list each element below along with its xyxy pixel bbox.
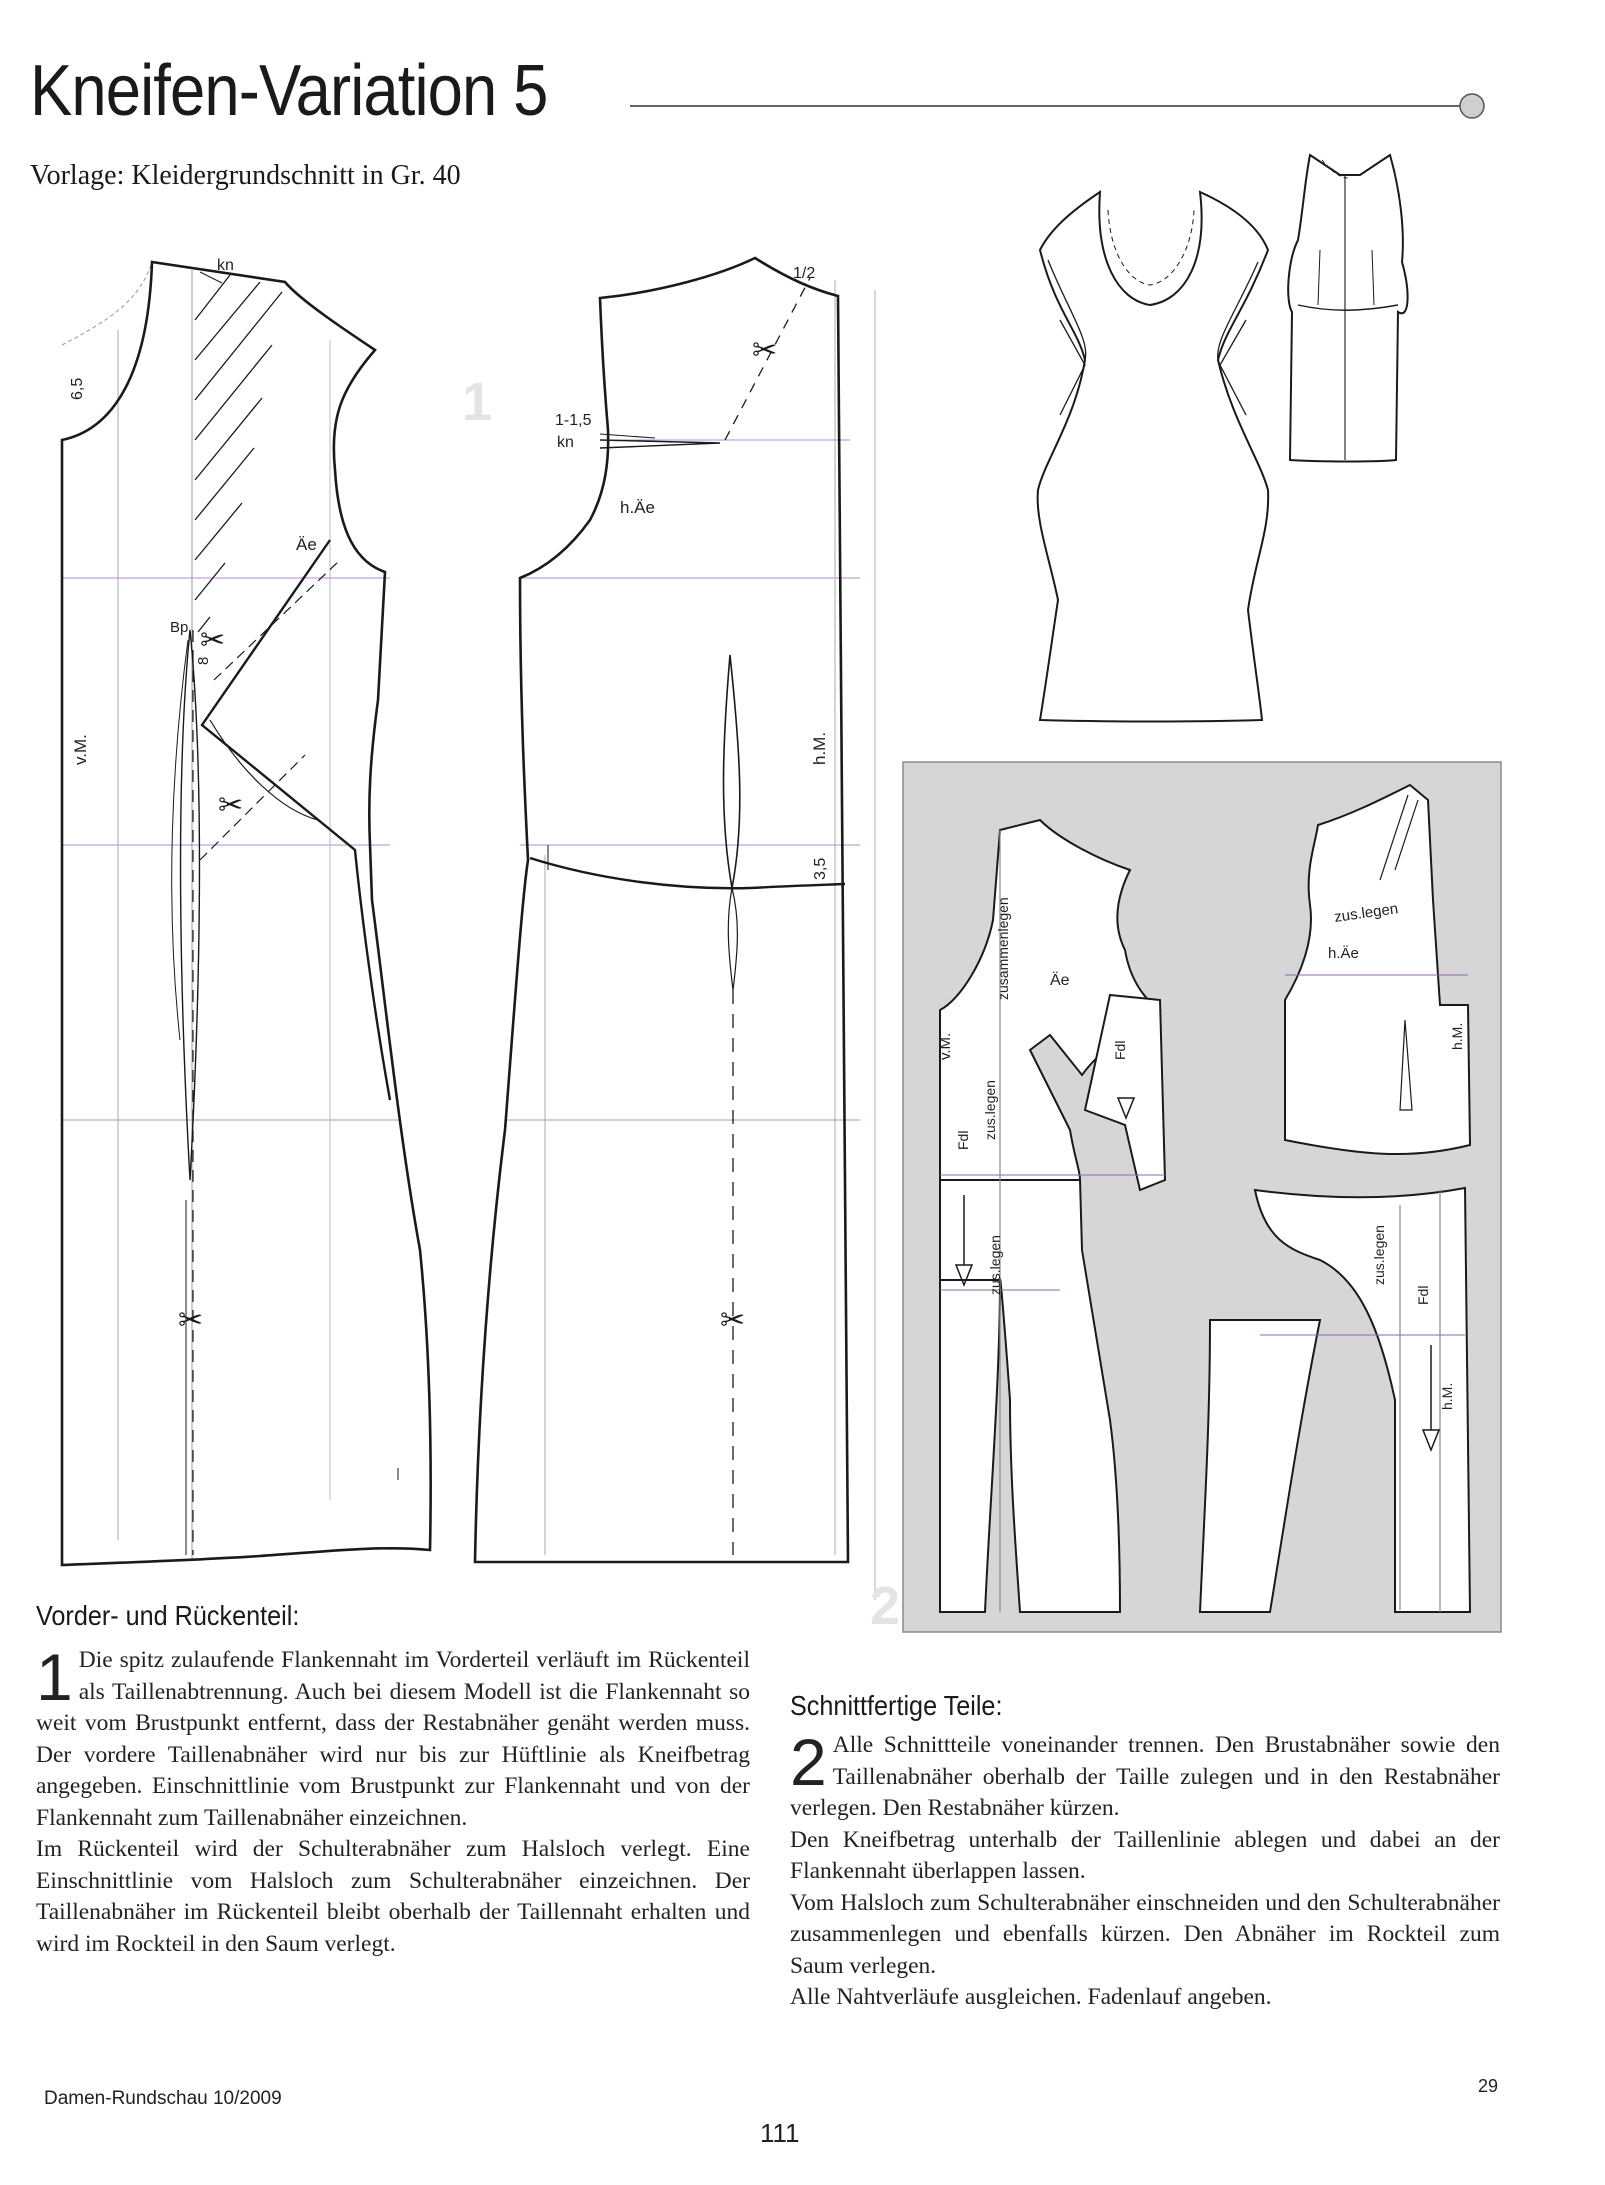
label-fdl-2: Fdl xyxy=(955,1130,971,1150)
label-hm-back: h.M. xyxy=(810,731,829,765)
section-2-paragraph-1: Alle Schnittteile voneinander trennen. Den Brustabnäher sowie den Taillenabnäher oberhalb der Taille zulegen und in den Restabnäher verlegen. Den Restabnäher kürzen. xyxy=(790,1732,1500,1821)
label-ae-panel: Äe xyxy=(1050,972,1070,989)
scissors-icon: ✂ xyxy=(178,1303,204,1338)
label-hae-panel: h.Äe xyxy=(1328,945,1359,962)
label-kn-back: kn xyxy=(557,434,574,451)
section-2-number: 2 xyxy=(790,1725,827,1799)
section-2-heading: Schnittfertige Teile: xyxy=(790,1690,1003,1721)
label-ae-front: Äe xyxy=(296,535,317,554)
scissors-icon: ✂ xyxy=(720,1303,746,1338)
scissors-icon: ✂ xyxy=(752,333,778,368)
label-fdl-1: Fdl xyxy=(1112,1040,1128,1060)
section-2-paragraph-3: Vom Halsloch zum Schulterabnäher einschneiden und den Schulterabnäher zusammenlegen und ebenfalls kürzen. Den Abnäher im Rockteil zum Saum verlegen. xyxy=(790,1889,1500,1979)
page-title: Kneifen-Variation 5 xyxy=(30,51,548,131)
figure-2-number: 2 xyxy=(870,1576,901,1636)
label-vm-panel: v.M. xyxy=(937,1032,954,1060)
front-pattern-piece xyxy=(62,262,431,1565)
label-kn-front: kn xyxy=(217,257,234,274)
label-zus-legen-2: zus.legen xyxy=(1371,1225,1387,1285)
figure-2-panel xyxy=(870,762,1501,1636)
label-six-five: 6,5 xyxy=(69,377,86,400)
page-number-small: 29 xyxy=(1478,2076,1499,2096)
section-1-paragraph-2: Im Rückenteil wird der Schulterabnäher zum Halsloch verlegt. Eine Einschnittlinie vom Halsloch zum Schulterabnäher einzeichnen. Der Taillenabnäher im Rückenteil bleibt oberhalb der Taillennaht erhalten und wird im Rockteil in den Saum verlegt. xyxy=(36,1836,750,1957)
dress-sketch-back xyxy=(1288,155,1407,462)
magazine-name: Damen-Rundschau 10/2009 xyxy=(44,2088,282,2109)
label-three-five: 3,5 xyxy=(812,857,829,880)
scissors-icon: ✂ xyxy=(218,788,244,823)
section-1-text xyxy=(36,1640,750,1960)
page-number: 111 xyxy=(760,2118,800,2148)
section-2-paragraph-2: Den Kneifbetrag unterhalb der Taillenlinie ablegen und dabei an der Flankennaht überlappen lassen. xyxy=(790,1826,1500,1884)
label-half: 1/2 xyxy=(793,265,816,282)
page-subtitle: Vorlage: Kleidergrundschnitt in Gr. 40 xyxy=(30,160,461,191)
figure-1-number: 1 xyxy=(462,372,493,432)
dress-sketch-front xyxy=(1038,192,1269,722)
label-hm-top: h.M. xyxy=(1449,1022,1465,1050)
label-bp: Bp xyxy=(170,619,189,636)
label-hm-bottom: h.M. xyxy=(1439,1382,1455,1410)
section-1-heading: Vorder- und Rückenteil: xyxy=(36,1600,300,1631)
label-zus-legen-3: zus.legen xyxy=(987,1235,1003,1295)
label-zusammenlegen: zusammenlegen xyxy=(995,897,1011,1000)
label-fdl-3: Fdl xyxy=(1415,1285,1431,1305)
label-zus-legen-back: zus.legen xyxy=(1333,900,1400,926)
label-eight: 8 xyxy=(195,656,212,665)
title-rule-ball xyxy=(1460,94,1484,118)
section-2-text xyxy=(790,1725,1500,2014)
section-1-paragraph-1: Die spitz zulaufende Flankennaht im Vorderteil verläuft im Rückenteil als Taillenabtrennung. Auch bei diesem Modell ist die Flankennaht so weit vom Brustpunkt entfernt, dass der Restabnäher genäht werden muss. Der vordere Taillenabnäher wird nur bis zur Hüftlinie als Kneifbetrag angegeben. Einschnittlinie vom Brustpunkt zur Flankennaht und von der Flankennaht zum Taillenabnäher einzeichnen. xyxy=(36,1647,750,1831)
label-hae-back: h.Äe xyxy=(620,498,655,517)
section-1-number: 1 xyxy=(36,1640,73,1714)
scissors-icon: ✂ xyxy=(200,623,226,658)
label-zus-legen-1: zus.legen xyxy=(982,1080,998,1140)
back-pattern-piece xyxy=(475,258,860,1562)
label-one-one-five: 1-1,5 xyxy=(555,412,592,429)
section-2-paragraph-4: Alle Nahtverläufe ausgleichen. Fadenlauf angeben. xyxy=(790,1984,1272,2010)
label-vm-front: v.M. xyxy=(71,734,90,765)
